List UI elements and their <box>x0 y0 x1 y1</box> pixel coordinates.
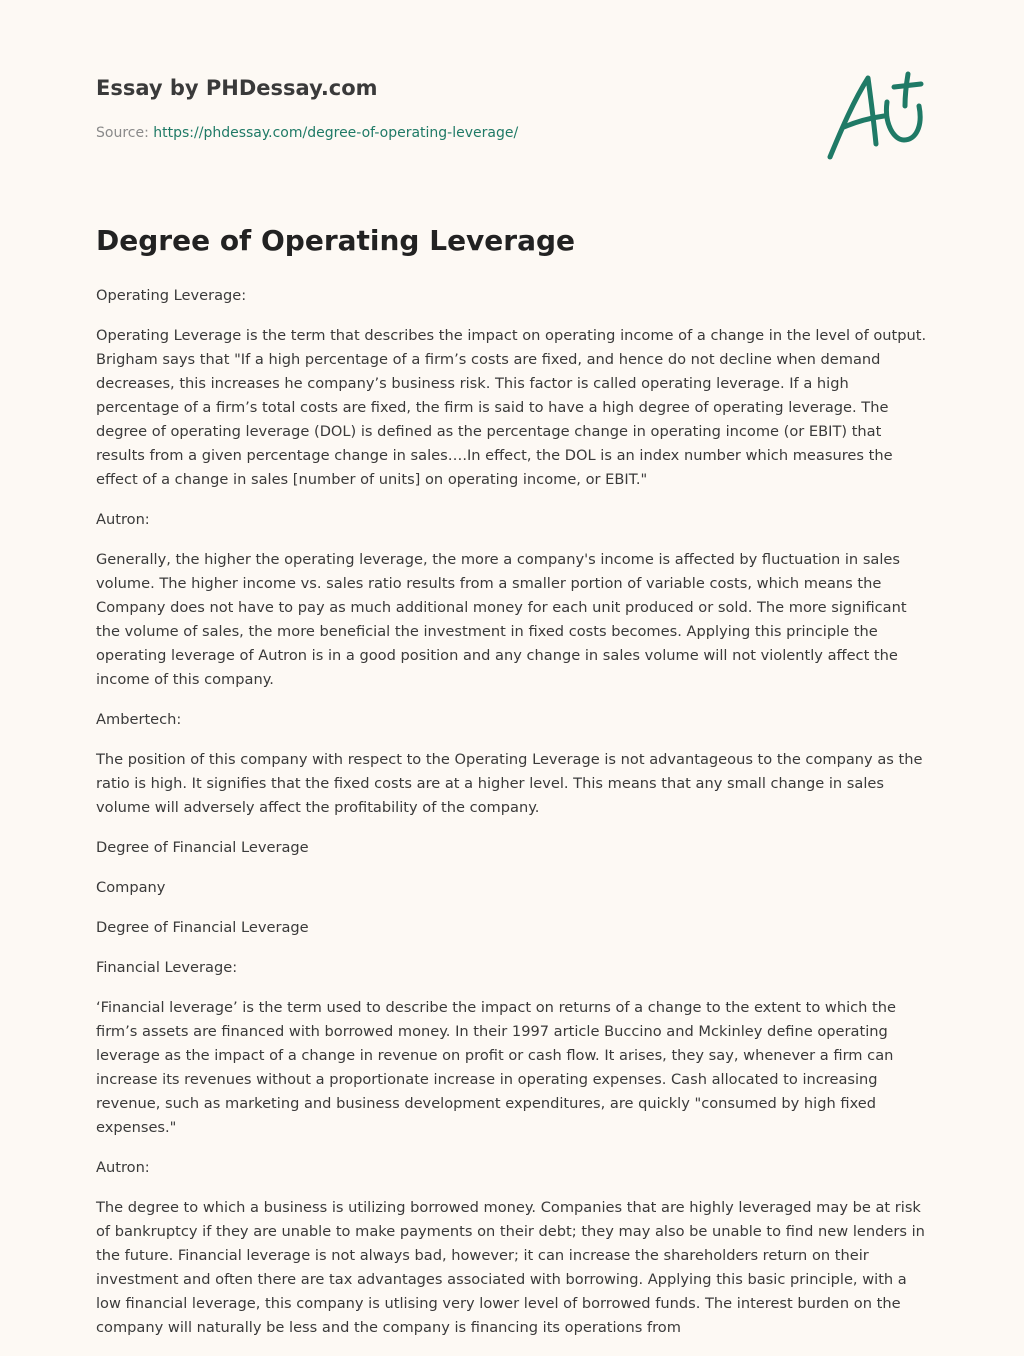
paragraph-5: Ambertech: <box>96 711 182 728</box>
paragraph-1: Operating Leverage: <box>96 287 247 304</box>
site-brand: Essay by PHDessay.com <box>96 76 378 100</box>
essay-body <box>96 284 928 1356</box>
paragraph-2: Operating Leverage is the term that describes the impact on operating income of a change in the level of output. Brigham says that "If a high percentage of a firm’s costs are fixed, and hence do not decline when demand decreases, this increases he company’s business risk. This factor is called operating leverage. If a high percentage of a firm’s total costs are fixed, the firm is said to have a high degree of operating leverage. The degree of operating leverage (DOL) is defined as the percentage change in operating income (or EBIT) that results from a given percentage change in sales….In effect, the DOL is an index number which measures the effect of a change in sales [number of units] on operating income, or EBIT." <box>96 327 927 488</box>
paragraph-12: Autron: <box>96 1159 150 1176</box>
a-plus-logo-icon <box>824 68 928 164</box>
paragraph-7: Degree of Financial Leverage <box>96 839 309 856</box>
paragraph-11: ‘Financial leverage’ is the term used to describe the impact on returns of a change to the extent to which the firm’s assets are financed with borrowed money. In their 1997 article Buccino and Mckinley define operating leverage as the impact of a change in revenue on profit or cash flow. It arises, they say, whenever a firm can increase its revenues without a proportionate increase in operating expenses. Cash allocated to increasing revenue, such as marketing and business development expenditures, are quickly "consumed by high fixed expenses." <box>96 999 897 1136</box>
paragraph-6: The position of this company with respect to the Operating Leverage is not advantageous to the company as the ratio is high. It signifies that the fixed costs are at a higher level. This means that any small change in sales volume will adversely affect the profitability of the company. <box>96 751 923 816</box>
source-link[interactable]: https://phdessay.com/degree-of-operating-leverage/ <box>153 125 519 141</box>
paragraph-4: Generally, the higher the operating leverage, the more a company's income is affected by fluctuation in sales volume. The higher income vs. sales ratio results from a smaller portion of variable costs, which means the Company does not have to pay as much additional money for each unit produced or sold. The more significant the volume of sales, the more beneficial the investment in fixed costs becomes. Applying this principle the operating leverage of Autron is in a good position and any change in sales volume will not violently affect the income of this company. <box>96 551 907 688</box>
paragraph-13: The degree to which a business is utilizing borrowed money. Companies that are highly leveraged may be at risk of bankruptcy if they are unable to make payments on their debt; they may also be unable to find new lenders in the future. Financial leverage is not always bad, however; it can increase the shareholders return on their investment and often there are tax advantages associated with borrowing. Applying this basic principle, with a low financial leverage, this company is utlising very lower level of borrowed funds. The interest burden on the company will naturally be less and the company is financing its operations from <box>96 1199 925 1336</box>
source-label: Source: <box>96 125 149 141</box>
paragraph-10: Financial Leverage: <box>96 959 238 976</box>
paragraph-8: Company <box>96 879 166 896</box>
paragraph-9: Degree of Financial Leverage <box>96 919 309 936</box>
source-line <box>96 125 518 141</box>
paragraph-3: Autron: <box>96 511 150 528</box>
essay-title: Degree of Operating Leverage <box>96 224 576 257</box>
